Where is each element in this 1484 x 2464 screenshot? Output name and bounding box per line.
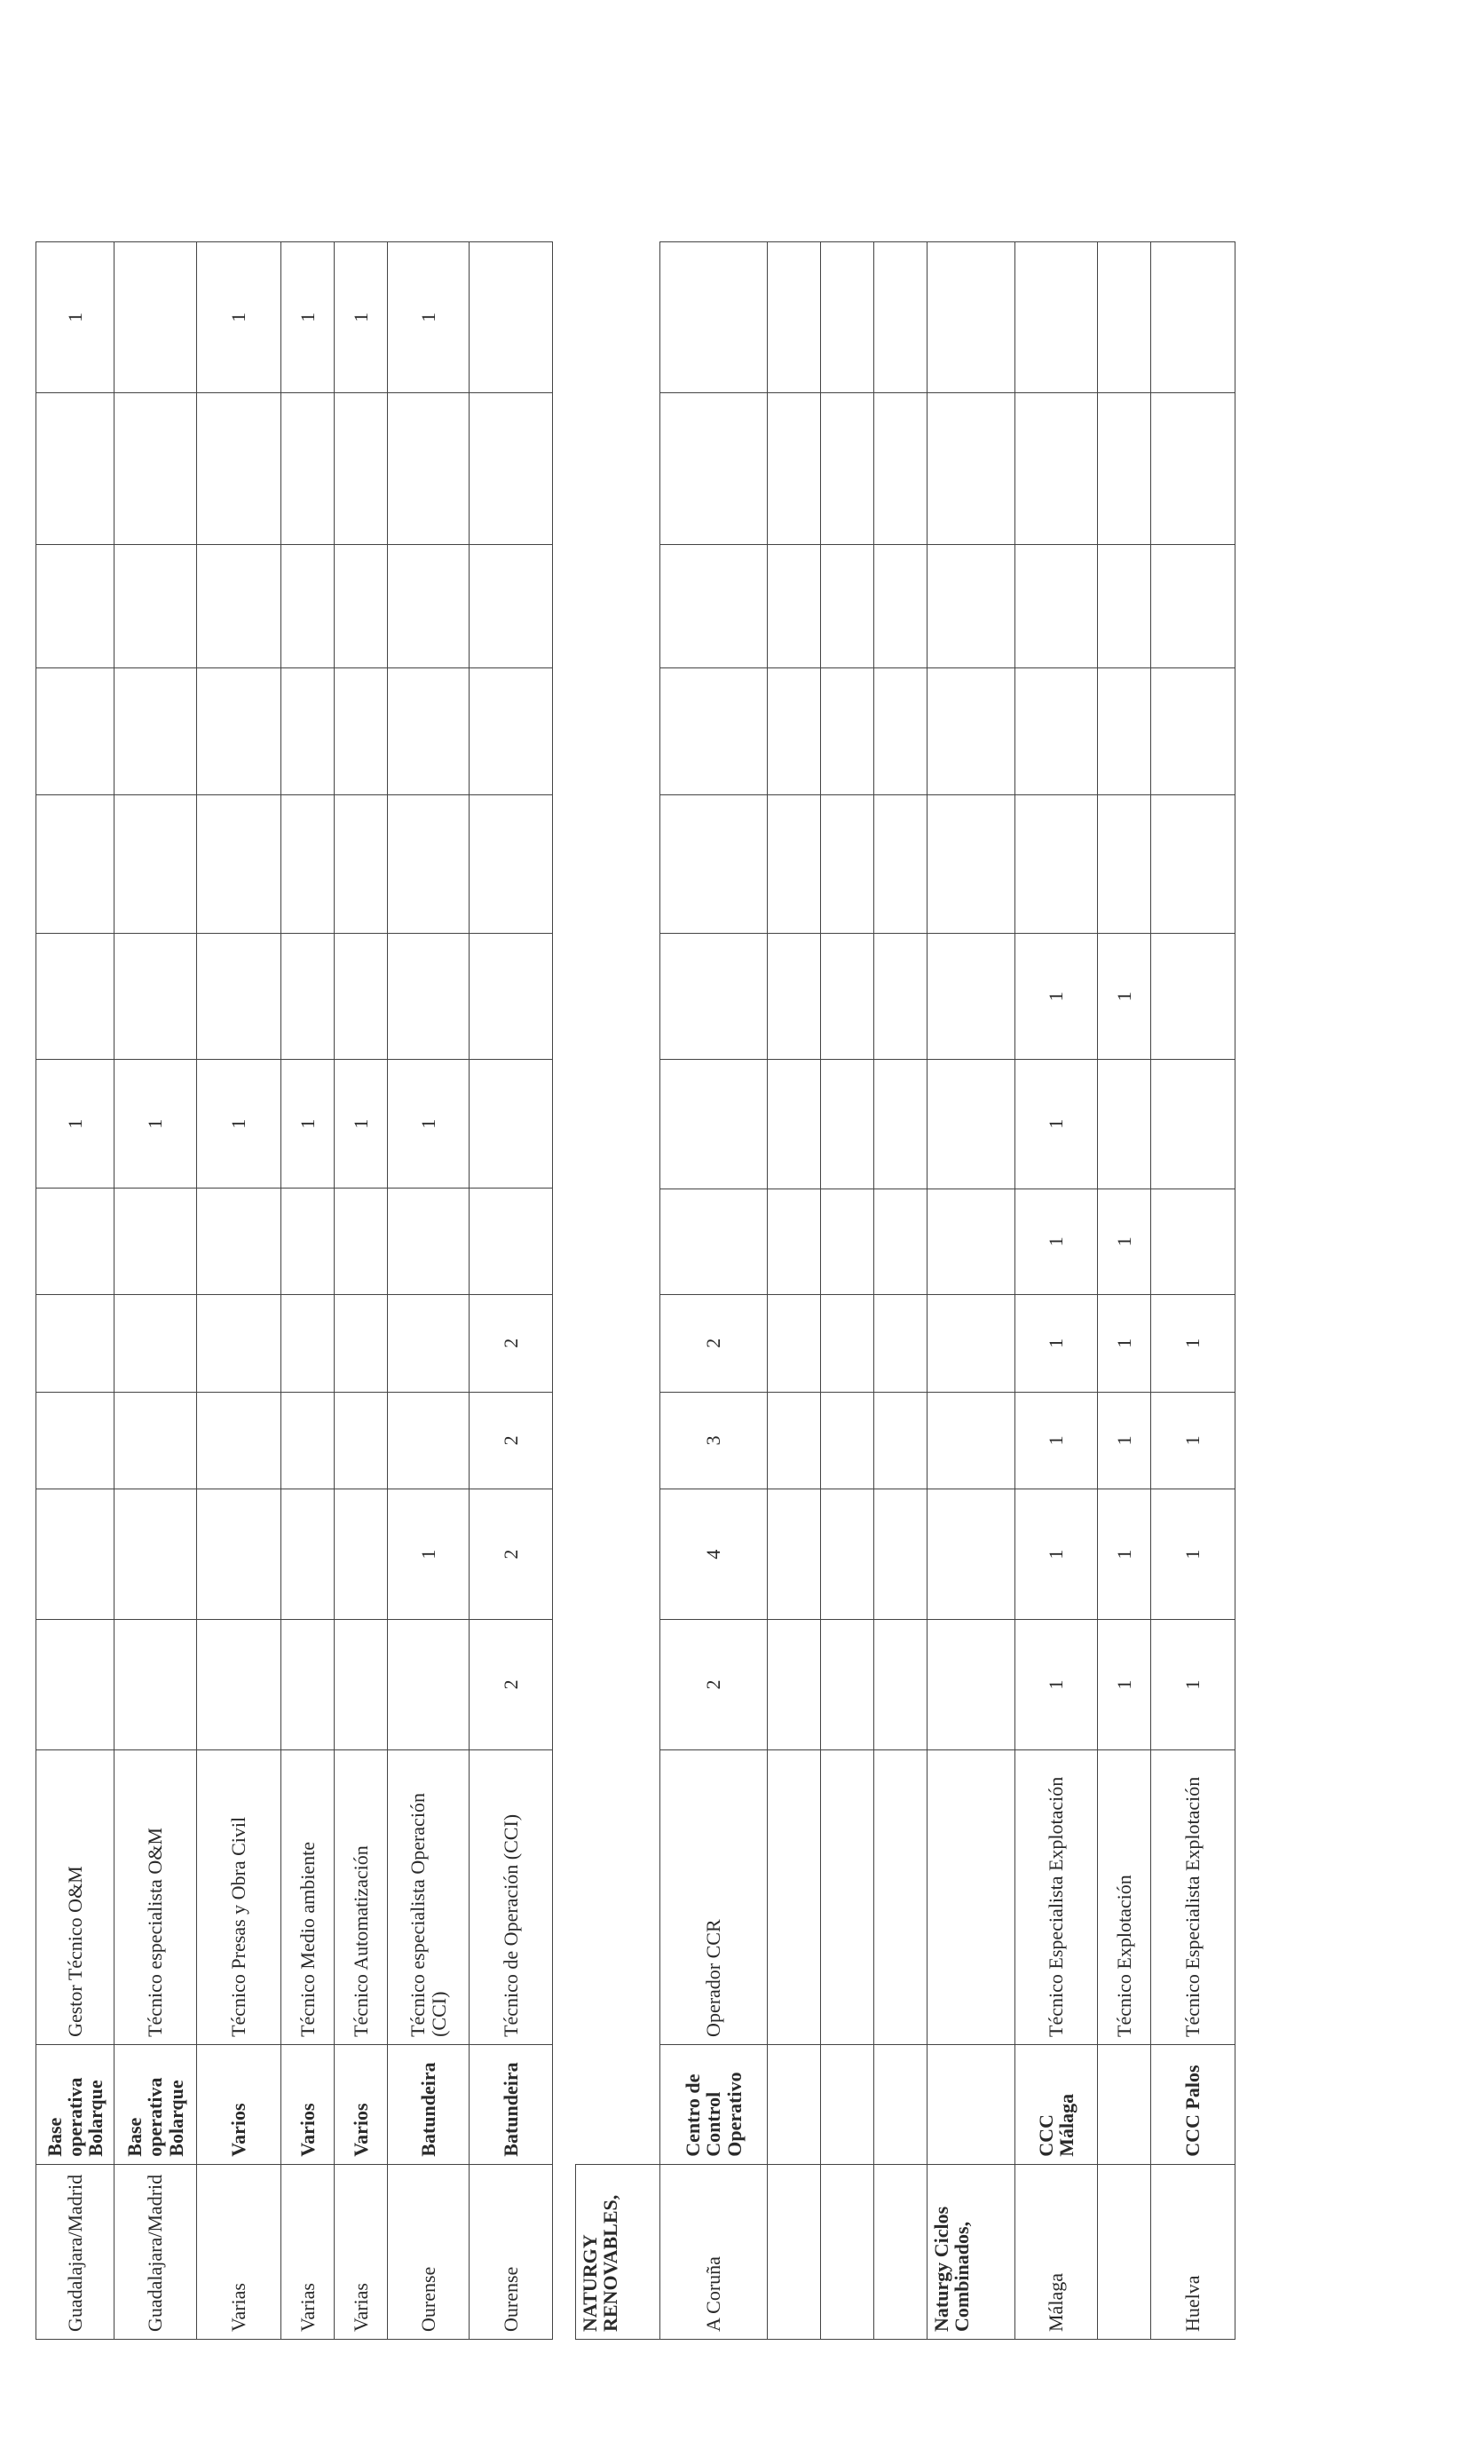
- count-cell: [1015, 545, 1098, 668]
- work-center-cell: [821, 2044, 874, 2164]
- count-cell: [388, 1189, 470, 1294]
- table-row: [768, 242, 821, 2340]
- job-title-cell: [928, 1749, 1015, 2044]
- count-cell: [281, 1294, 335, 1392]
- table-row: [874, 242, 928, 2340]
- count-cell: 1: [1098, 1189, 1151, 1294]
- count-cell: [36, 393, 114, 545]
- count-cell: 1: [1015, 1189, 1098, 1294]
- count-cell: 1: [1098, 1295, 1151, 1393]
- count-cell: [768, 794, 821, 934]
- table-row: [660, 242, 768, 2340]
- work-center-cell: CCC Palos: [1151, 2044, 1235, 2164]
- count-cell: [1151, 1189, 1235, 1294]
- count-cell: [36, 1189, 114, 1294]
- count-cell: [281, 934, 335, 1059]
- job-title-cell: Técnico Especialista Explotación: [1015, 1749, 1098, 2044]
- count-cell: [1151, 668, 1235, 794]
- count-cell: [197, 1189, 281, 1294]
- count-cell: [768, 545, 821, 668]
- count-cell: [1151, 794, 1235, 934]
- count-cell: [114, 794, 197, 934]
- count-cell: 2: [470, 1489, 553, 1620]
- count-cell: [821, 242, 874, 393]
- count-cell: [821, 1392, 874, 1489]
- count-cell: [768, 1620, 821, 1750]
- count-cell: [768, 1489, 821, 1620]
- location-cell: Varias: [281, 2164, 335, 2339]
- work-center-cell: Base operativa Bolarque: [36, 2044, 114, 2164]
- count-cell: [36, 934, 114, 1059]
- count-cell: [928, 1392, 1015, 1489]
- count-cell: [928, 668, 1015, 794]
- job-title-cell: Gestor Técnico O&M: [36, 1749, 114, 2044]
- count-cell: [821, 668, 874, 794]
- count-cell: [335, 1619, 388, 1749]
- count-cell: [768, 668, 821, 794]
- count-cell: 2: [660, 1295, 768, 1393]
- count-cell: [928, 934, 1015, 1059]
- count-cell: [335, 393, 388, 545]
- job-title-cell: Técnico Explotación: [1098, 1749, 1151, 2044]
- table-row: [1098, 242, 1151, 2340]
- count-cell: 1: [197, 1059, 281, 1189]
- job-title-cell: Técnico Presas y Obra Civil: [197, 1749, 281, 2044]
- count-cell: 1: [1015, 1489, 1098, 1620]
- table-row: [36, 242, 114, 2340]
- work-center-cell: Varios: [335, 2044, 388, 2164]
- count-cell: [36, 794, 114, 934]
- location-cell: Ourense: [388, 2164, 470, 2339]
- count-cell: [114, 1189, 197, 1294]
- count-cell: [928, 1489, 1015, 1620]
- count-cell: [928, 1189, 1015, 1294]
- count-cell: 1: [281, 1059, 335, 1189]
- location-cell: Guadalajara/Madrid: [36, 2164, 114, 2339]
- location-cell: Málaga: [1015, 2164, 1098, 2339]
- count-cell: [470, 934, 553, 1059]
- count-cell: [928, 1295, 1015, 1393]
- location-cell: Naturgy Ciclos Combinados,: [928, 2164, 1015, 2339]
- count-cell: [660, 794, 768, 934]
- count-cell: [1015, 668, 1098, 794]
- count-cell: [114, 1489, 197, 1620]
- count-cell: [281, 1489, 335, 1620]
- count-cell: 1: [1098, 1620, 1151, 1750]
- count-cell: [470, 544, 553, 667]
- count-cell: [821, 545, 874, 668]
- count-cell: [874, 1059, 928, 1189]
- count-cell: [1015, 242, 1098, 393]
- count-cell: [768, 1295, 821, 1393]
- count-cell: 1: [388, 1489, 470, 1620]
- count-cell: [821, 1620, 874, 1750]
- count-cell: 1: [1015, 934, 1098, 1059]
- count-cell: [197, 934, 281, 1059]
- count-cell: [874, 1620, 928, 1750]
- count-cell: [36, 1294, 114, 1392]
- count-cell: [281, 794, 335, 934]
- count-cell: [660, 1059, 768, 1189]
- count-cell: [335, 668, 388, 794]
- count-cell: [874, 393, 928, 545]
- count-cell: [1151, 545, 1235, 668]
- count-cell: [335, 1189, 388, 1294]
- count-cell: [470, 242, 553, 393]
- count-cell: 2: [470, 1294, 553, 1392]
- location-cell: [768, 2164, 821, 2339]
- count-cell: [928, 1059, 1015, 1189]
- table-row: [197, 242, 281, 2340]
- count-cell: [660, 242, 768, 393]
- location-cell: Guadalajara/Madrid: [114, 2164, 197, 2339]
- job-title-cell: Técnico Automatización: [335, 1749, 388, 2044]
- count-cell: [821, 794, 874, 934]
- count-cell: [114, 1619, 197, 1749]
- count-cell: [335, 1489, 388, 1620]
- count-cell: [470, 393, 553, 545]
- count-cell: 1: [36, 242, 114, 393]
- table-row: [928, 242, 1015, 2340]
- work-center-cell: Centro de Control Operativo: [660, 2044, 768, 2164]
- count-cell: [928, 393, 1015, 545]
- count-cell: [1098, 242, 1151, 393]
- count-cell: [281, 1619, 335, 1749]
- count-cell: [470, 794, 553, 934]
- table-row: [114, 242, 197, 2340]
- count-cell: 1: [1015, 1059, 1098, 1189]
- job-title-cell: [874, 1749, 928, 2044]
- count-cell: [821, 934, 874, 1059]
- count-cell: 1: [114, 1059, 197, 1189]
- count-cell: [821, 393, 874, 545]
- count-cell: [1151, 242, 1235, 393]
- count-cell: 1: [1015, 1620, 1098, 1750]
- count-cell: [388, 794, 470, 934]
- work-center-cell: CCC Málaga: [1015, 2044, 1098, 2164]
- count-cell: 1: [1098, 1489, 1151, 1620]
- table-header-row: [576, 242, 660, 2340]
- count-cell: 1: [1151, 1489, 1235, 1620]
- count-cell: [197, 544, 281, 667]
- count-cell: [36, 1489, 114, 1620]
- count-cell: 1: [1015, 1295, 1098, 1393]
- count-cell: [660, 668, 768, 794]
- count-cell: 1: [1151, 1295, 1235, 1393]
- count-cell: [660, 393, 768, 545]
- location-cell: Varias: [197, 2164, 281, 2339]
- count-cell: [768, 934, 821, 1059]
- work-center-cell: Varios: [281, 2044, 335, 2164]
- job-title-cell: Técnico Especialista Explotación: [1151, 1749, 1235, 2044]
- count-cell: [768, 1392, 821, 1489]
- count-cell: [36, 544, 114, 667]
- count-cell: [874, 668, 928, 794]
- job-title-cell: Técnico especialista O&M: [114, 1749, 197, 2044]
- table-row: [335, 242, 388, 2340]
- count-cell: [470, 668, 553, 794]
- count-cell: [114, 1294, 197, 1392]
- count-cell: [281, 668, 335, 794]
- count-cell: [660, 1189, 768, 1294]
- count-cell: [874, 794, 928, 934]
- company-header-cell: NATURGY RENOVABLES,: [576, 2164, 660, 2339]
- count-cell: [197, 794, 281, 934]
- count-cell: [821, 1489, 874, 1620]
- count-cell: [197, 393, 281, 545]
- count-cell: [1015, 794, 1098, 934]
- job-title-cell: Técnico Medio ambiente: [281, 1749, 335, 2044]
- count-cell: [928, 545, 1015, 668]
- work-center-cell: [928, 2044, 1015, 2164]
- count-cell: [335, 1294, 388, 1392]
- count-cell: 1: [281, 242, 335, 393]
- count-cell: [660, 545, 768, 668]
- count-cell: [928, 794, 1015, 934]
- count-cell: 1: [388, 1059, 470, 1189]
- count-cell: [197, 1392, 281, 1489]
- work-center-cell: Varios: [197, 2044, 281, 2164]
- count-cell: [874, 1392, 928, 1489]
- count-cell: [335, 1392, 388, 1489]
- count-cell: [197, 1489, 281, 1620]
- count-cell: [388, 544, 470, 667]
- count-cell: [768, 1189, 821, 1294]
- count-cell: [114, 544, 197, 667]
- job-title-cell: [821, 1749, 874, 2044]
- count-cell: 1: [1015, 1392, 1098, 1489]
- count-cell: [36, 668, 114, 794]
- table-row: [1151, 242, 1235, 2340]
- work-center-cell: [1098, 2044, 1151, 2164]
- work-center-cell: Batundeira: [388, 2044, 470, 2164]
- count-cell: [1151, 1059, 1235, 1189]
- count-cell: [114, 242, 197, 393]
- count-cell: [874, 1489, 928, 1620]
- location-cell: A Coruña: [660, 2164, 768, 2339]
- table-row: [470, 242, 553, 2340]
- count-cell: [388, 1619, 470, 1749]
- count-cell: [281, 393, 335, 545]
- count-cell: 1: [335, 242, 388, 393]
- count-cell: [874, 545, 928, 668]
- table-row: [388, 242, 470, 2340]
- location-cell: Varias: [335, 2164, 388, 2339]
- count-cell: [1098, 794, 1151, 934]
- count-cell: [660, 934, 768, 1059]
- count-cell: [768, 393, 821, 545]
- count-cell: [928, 1620, 1015, 1750]
- location-cell: [1098, 2164, 1151, 2339]
- work-center-cell: Batundeira: [470, 2044, 553, 2164]
- count-cell: [821, 1295, 874, 1393]
- table-row: [1015, 242, 1098, 2340]
- table-row: [281, 242, 335, 2340]
- count-cell: [874, 1295, 928, 1393]
- count-cell: [36, 1392, 114, 1489]
- count-cell: [1015, 393, 1098, 545]
- job-title-cell: Técnico especialista Operación (CCI): [388, 1749, 470, 2044]
- count-cell: 1: [335, 1059, 388, 1189]
- count-cell: [281, 1392, 335, 1489]
- count-cell: [388, 1294, 470, 1392]
- count-cell: 1: [1098, 934, 1151, 1059]
- count-cell: [335, 544, 388, 667]
- lower-staff-table: [575, 241, 1235, 2340]
- work-center-cell: [768, 2044, 821, 2164]
- count-cell: [768, 1059, 821, 1189]
- count-cell: [470, 1189, 553, 1294]
- count-cell: 2: [470, 1392, 553, 1489]
- count-cell: 2: [660, 1620, 768, 1750]
- count-cell: [197, 668, 281, 794]
- count-cell: 1: [388, 242, 470, 393]
- count-cell: [281, 1189, 335, 1294]
- count-cell: [1151, 934, 1235, 1059]
- work-center-cell: [874, 2044, 928, 2164]
- count-cell: [388, 1392, 470, 1489]
- count-cell: [335, 934, 388, 1059]
- count-cell: 1: [36, 1059, 114, 1189]
- count-cell: [114, 393, 197, 545]
- location-cell: [874, 2164, 928, 2339]
- count-cell: [388, 393, 470, 545]
- count-cell: 1: [1151, 1620, 1235, 1750]
- count-cell: [36, 1619, 114, 1749]
- count-cell: [1098, 1059, 1151, 1189]
- table-row: [821, 242, 874, 2340]
- count-cell: [1098, 668, 1151, 794]
- work-center-cell: Base operativa Bolarque: [114, 2044, 197, 2164]
- count-cell: [114, 668, 197, 794]
- job-title-cell: Operador CCR: [660, 1749, 768, 2044]
- count-cell: [928, 242, 1015, 393]
- count-cell: [281, 544, 335, 667]
- job-title-cell: Técnico de Operación (CCI): [470, 1749, 553, 2044]
- count-cell: [1098, 545, 1151, 668]
- count-cell: 2: [470, 1619, 553, 1749]
- count-cell: 1: [1098, 1392, 1151, 1489]
- count-cell: [197, 1294, 281, 1392]
- count-cell: 1: [1151, 1392, 1235, 1489]
- count-cell: 1: [197, 242, 281, 393]
- count-cell: [1151, 393, 1235, 545]
- count-cell: 4: [660, 1489, 768, 1620]
- count-cell: [874, 934, 928, 1059]
- count-cell: [874, 1189, 928, 1294]
- location-cell: [821, 2164, 874, 2339]
- location-cell: Ourense: [470, 2164, 553, 2339]
- count-cell: [388, 934, 470, 1059]
- count-cell: [768, 242, 821, 393]
- count-cell: [335, 794, 388, 934]
- count-cell: [114, 1392, 197, 1489]
- upper-staff-table: [36, 241, 553, 2340]
- count-cell: [114, 934, 197, 1059]
- count-cell: [197, 1619, 281, 1749]
- count-cell: [388, 668, 470, 794]
- count-cell: 3: [660, 1392, 768, 1489]
- count-cell: [1098, 393, 1151, 545]
- count-cell: [821, 1189, 874, 1294]
- count-cell: [874, 242, 928, 393]
- location-cell: Huelva: [1151, 2164, 1235, 2339]
- job-title-cell: [768, 1749, 821, 2044]
- header-spacer: [576, 242, 660, 2165]
- count-cell: [470, 1059, 553, 1189]
- count-cell: [821, 1059, 874, 1189]
